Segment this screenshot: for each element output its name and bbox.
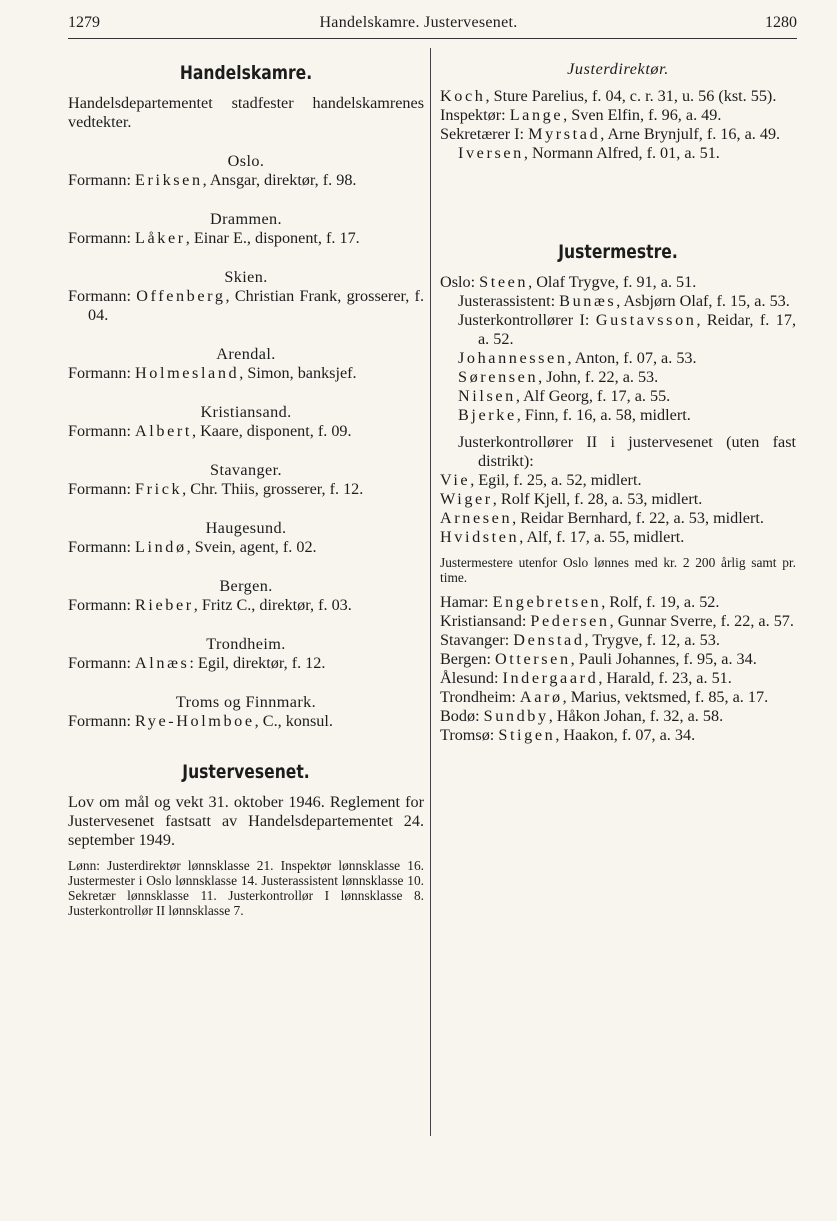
entry-rest: , Ansgar, direktør, f. 98.	[202, 171, 357, 189]
entry-rest: , Reidar Bernhard, f. 22, a. 53, midlert.	[512, 509, 764, 527]
handelskamre-heading: Handelskamre.	[179, 62, 313, 84]
city-entry	[440, 669, 796, 688]
entry-rest: , Alf Georg, f. 17, a. 55.	[515, 387, 671, 405]
city-heading: Kristiansand.	[200, 403, 292, 421]
left-column	[68, 60, 424, 918]
staff-entry	[440, 471, 796, 490]
entry-rest: : Egil, direktør, f. 12.	[189, 654, 326, 672]
entry-name: Arnesen	[440, 509, 513, 527]
entry-prefix: Justerassistent:	[458, 292, 560, 310]
chamber-entry	[68, 596, 424, 615]
entry-prefix: Formann:	[68, 538, 135, 556]
entry-name: Lange	[509, 106, 564, 124]
entry-name: Vie	[440, 471, 471, 489]
chamber-entry	[68, 364, 424, 383]
entry-name: Ottersen	[495, 650, 571, 668]
oslo-entry	[440, 273, 796, 292]
city-heading: Arendal.	[216, 345, 276, 363]
entry-prefix: Formann:	[68, 287, 137, 305]
entry-name: Hvidsten	[440, 528, 520, 546]
entry-prefix: Hamar:	[440, 593, 493, 611]
staff-entry	[440, 144, 796, 163]
city-heading: Bergen.	[219, 577, 273, 595]
entry-name: Aarø	[519, 688, 563, 706]
entry-name: Lindø	[135, 538, 187, 556]
city-entry	[440, 593, 796, 612]
staff-entry	[440, 292, 796, 311]
entry-rest: , Chr. Thiis, grosserer, f. 12.	[182, 480, 364, 498]
running-title: Handelskamre. Justervesenet.	[319, 14, 518, 31]
entry-name: Bunæs	[559, 292, 617, 310]
entry-prefix: Bergen:	[440, 650, 495, 668]
entry-rest: , Håkon Johan, f. 32, a. 58.	[548, 707, 724, 725]
entry-rest: , Christian Frank, grosserer, f. 04.	[88, 287, 424, 324]
entry-rest: , Normann Alfred, f. 01, a. 51.	[523, 144, 720, 162]
entry-name: Låker	[135, 229, 186, 247]
entry-rest: , Rolf Kjell, f. 28, a. 53, midlert.	[492, 490, 703, 508]
chamber-entry	[68, 171, 424, 190]
entry-prefix: Kristiansand:	[440, 612, 531, 630]
entry-name: Iversen	[458, 144, 524, 162]
right-column	[440, 60, 796, 745]
entry-rest: , Gunnar Sverre, f. 22, a. 57.	[609, 612, 794, 630]
entry-name: Sundby	[483, 707, 549, 725]
staff-entry	[440, 509, 796, 528]
note-text: Justermestere utenfor Oslo lønnes med kr. 2 200 årlig samt pr. time.	[440, 555, 796, 585]
entry-name: Pedersen	[530, 612, 610, 630]
city-entry	[440, 631, 796, 650]
staff-entry	[440, 528, 796, 547]
entry-prefix: Tromsø:	[440, 726, 499, 744]
entry-name: Myrstad	[528, 125, 601, 143]
entry-prefix: Stavanger:	[440, 631, 514, 649]
entry-rest: , Reidar, f. 17, a. 52.	[478, 311, 796, 348]
city-entry	[440, 688, 796, 707]
entry-rest: , John, f. 22, a. 53.	[538, 368, 659, 386]
entry-name: Frick	[135, 480, 183, 498]
chamber-list	[68, 132, 424, 731]
entry-rest: , Kaare, disponent, f. 09.	[191, 422, 352, 440]
entry-name: Eriksen	[135, 171, 203, 189]
entry-prefix: Formann:	[68, 364, 135, 382]
city-heading: Drammen.	[210, 210, 282, 228]
entry-name: Indergaard	[502, 669, 599, 687]
entry-prefix: Formann:	[68, 712, 135, 730]
k2-heading: Justerkontrollører II i justervesenet (uten fast distrikt):	[458, 433, 796, 470]
entry-name: Wiger	[440, 490, 493, 508]
entry-rest: , Harald, f. 23, a. 51.	[598, 669, 732, 687]
salary-text: Lønn: Justerdirektør lønnsklasse 21. Inspektør lønnsklasse 16. Justermester i Oslo lønnsklasse 14. Justerassistent lønnsklasse 10. Sekretær lønnsklasse 11. Justerkontrollør I lønnsklasse 8. Justerkontrollør II lønnsklasse 7.	[68, 858, 424, 918]
entry-rest: , Olaf Trygve, f. 91, a. 51.	[528, 273, 697, 291]
direktor-list	[440, 87, 796, 163]
entry-rest: , Einar E., disponent, f. 17.	[185, 229, 360, 247]
city-heading: Troms og Finnmark.	[175, 693, 317, 711]
chamber-entry	[68, 654, 424, 673]
staff-entry	[440, 368, 796, 387]
entry-rest: , Alf, f. 17, a. 55, midlert.	[519, 528, 685, 546]
staff-entry	[440, 406, 796, 425]
entry-rest: , C., konsul.	[254, 712, 333, 730]
entry-rest: , Trygve, f. 12, a. 53.	[584, 631, 720, 649]
entry-rest: , Sture Parelius, f. 04, c. r. 31, u. 56 (kst. 55).	[485, 87, 777, 105]
entry-name: Koch	[440, 87, 486, 105]
entry-prefix: Justerkontrollører I:	[458, 311, 596, 329]
entry-rest: , Fritz C., direktør, f. 03.	[193, 596, 352, 614]
entry-name: Sørensen	[458, 368, 539, 386]
staff-entry	[440, 349, 796, 368]
oslo-staff-list	[440, 292, 796, 425]
city-heading: Haugesund.	[205, 519, 287, 537]
staff-entry	[440, 87, 796, 106]
entry-name: Gustavsson	[595, 311, 697, 329]
entry-prefix: Ålesund:	[440, 669, 503, 687]
staff-entry	[440, 387, 796, 406]
entry-rest: , Svein, agent, f. 02.	[186, 538, 317, 556]
entry-name: Stigen	[498, 726, 556, 744]
staff-entry	[440, 125, 796, 144]
justermestre-heading: Justermestre.	[558, 241, 678, 263]
entry-rest: , Asbjørn Olaf, f. 15, a. 53.	[616, 292, 790, 310]
entry-name: Albert	[135, 422, 192, 440]
city-entry	[440, 650, 796, 669]
city-entry	[440, 612, 796, 631]
entry-rest: , Pauli Johannes, f. 95, a. 34.	[570, 650, 757, 668]
city-heading: Stavanger.	[210, 461, 282, 479]
entry-rest: , Arne Brynjulf, f. 16, a. 49.	[600, 125, 781, 143]
city-entry	[440, 726, 796, 745]
entry-prefix: Formann:	[68, 654, 135, 672]
entry-name: Offenberg	[136, 287, 226, 305]
page-number-left: 1279	[68, 14, 100, 31]
entry-prefix: Bodø:	[440, 707, 484, 725]
entry-name: Nilsen	[458, 387, 516, 405]
entry-rest: , Egil, f. 25, a. 52, midlert.	[470, 471, 642, 489]
entry-name: Johannessen	[458, 349, 568, 367]
column-divider	[430, 48, 431, 1136]
staff-entry	[440, 311, 796, 349]
entry-prefix: Formann:	[68, 229, 135, 247]
entry-prefix: Formann:	[68, 480, 135, 498]
entry-name: Alnæs	[135, 654, 190, 672]
intro-text: Handelsdepartementet stadfester handelskamrenes vedtekter.	[68, 94, 424, 131]
city-list	[440, 593, 796, 745]
entry-name: Bjerke	[458, 406, 517, 424]
justervesenet-heading: Justervesenet.	[182, 761, 310, 783]
entry-prefix: Formann:	[68, 422, 135, 440]
entry-name: Rieber	[135, 596, 194, 614]
chamber-entry	[68, 422, 424, 441]
city-heading: Skien.	[224, 268, 268, 286]
entry-name: Denstad	[513, 631, 585, 649]
entry-rest: , Sven Elfin, f. 96, a. 49.	[563, 106, 722, 124]
chamber-entry	[68, 712, 424, 731]
city-entry	[440, 707, 796, 726]
entry-rest: , Simon, banksjef.	[239, 364, 357, 382]
entry-rest: , Haakon, f. 07, a. 34.	[555, 726, 696, 744]
staff-entry	[440, 106, 796, 125]
entry-prefix: Inspektør:	[440, 106, 510, 124]
entry-name: Holmesland	[135, 364, 240, 382]
entry-name: Steen	[479, 273, 529, 291]
justerdirektor-heading: Justerdirektør.	[567, 60, 669, 78]
chamber-entry	[68, 538, 424, 557]
staff-entry	[440, 490, 796, 509]
chamber-entry	[68, 287, 424, 325]
chamber-entry	[68, 480, 424, 499]
city-heading: Oslo.	[227, 152, 265, 170]
entry-rest: , Marius, vektsmed, f. 85, a. 17.	[562, 688, 769, 706]
running-header	[0, 14, 837, 36]
entry-prefix: Sekretærer I:	[440, 125, 529, 143]
entry-prefix: Formann:	[68, 596, 135, 614]
entry-name: Engebretsen	[492, 593, 602, 611]
page-number-right: 1280	[765, 14, 797, 31]
entry-prefix: Oslo:	[440, 273, 480, 291]
chamber-entry	[68, 229, 424, 248]
entry-rest: , Rolf, f. 19, a. 52.	[601, 593, 720, 611]
entry-rest: , Anton, f. 07, a. 53.	[567, 349, 697, 367]
entry-rest: , Finn, f. 16, a. 58, midlert.	[516, 406, 691, 424]
city-heading: Trondheim.	[206, 635, 286, 653]
law-text: Lov om mål og vekt 31. oktober 1946. Reglement for Justervesenet fastsatt av Handelsdepartementet 24. september 1949.	[68, 793, 424, 849]
entry-name: Rye-Holmboe	[135, 712, 255, 730]
entry-prefix: Trondheim:	[440, 688, 520, 706]
entry-prefix: Formann:	[68, 171, 135, 189]
k2-list	[440, 471, 796, 547]
header-rule	[68, 38, 797, 39]
